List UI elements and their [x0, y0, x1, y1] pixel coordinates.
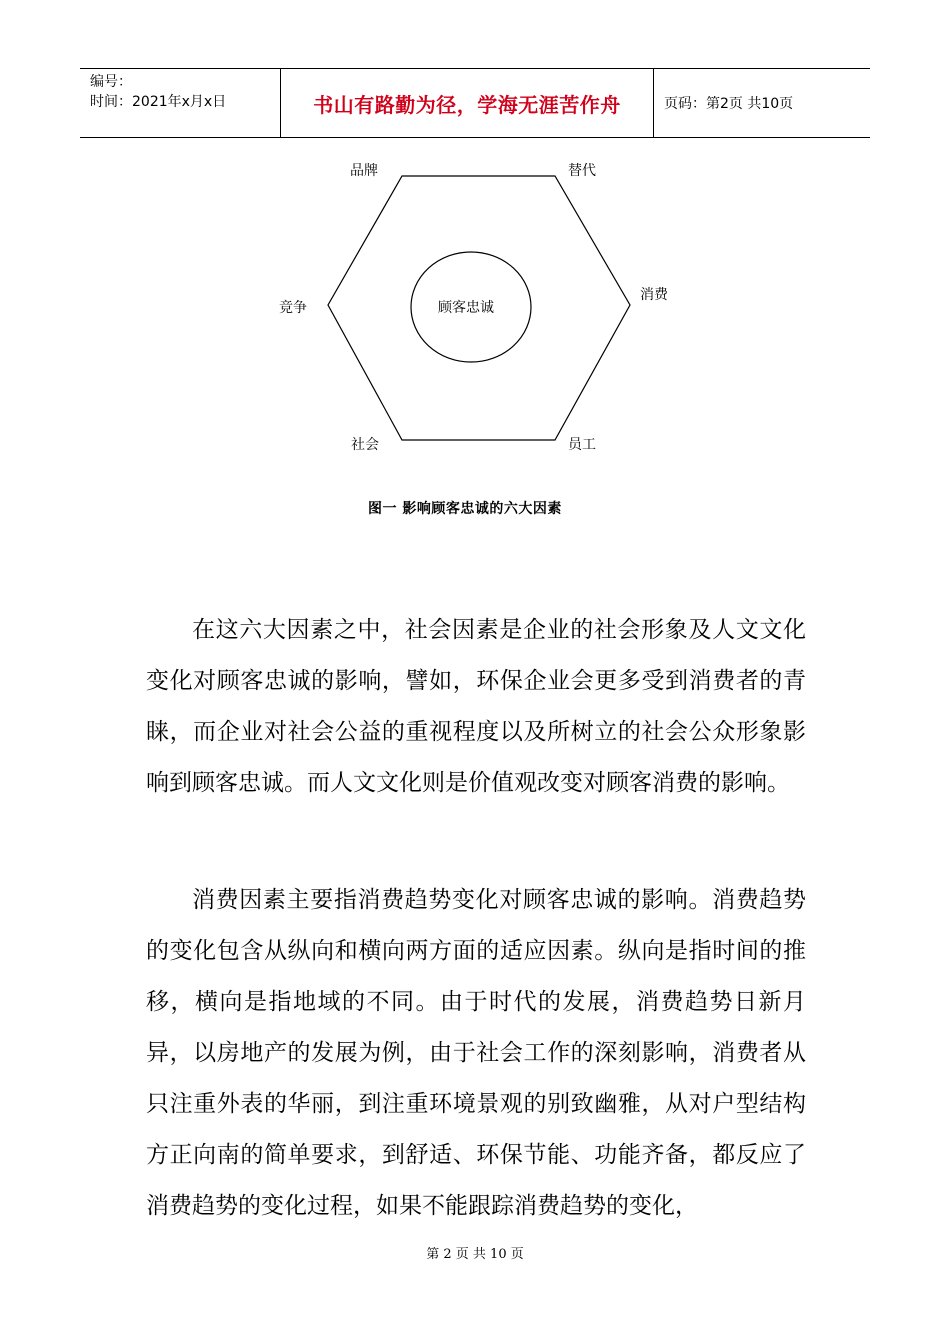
header-motto: 书山有路勤为径，学海无涯苦作舟 — [281, 69, 654, 137]
document-date: 时间：2021年x月x日 — [90, 94, 227, 110]
center-label: 顾客忠诚 — [438, 300, 494, 316]
vertex-label-society: 社会 — [351, 437, 379, 453]
vertex-label-brand: 品牌 — [350, 163, 378, 179]
figure-caption: 图一 影响顾客忠诚的六大因素 — [368, 501, 562, 517]
vertex-label-consumption: 消费 — [640, 287, 668, 303]
page-header — [80, 68, 870, 138]
paragraph-social-factor: 在这六大因素之中，社会因素是企业的社会形象及人文文化变化对顾客忠诚的影响，譬如，环保企业会更多受到消费者的青睐，而企业对社会公益的重视程度以及所树立的社会公众形象影响到顾客忠诚。而人文文化则是价值观改变对顾客消费的影响。 — [146, 617, 806, 796]
header-info-cell — [80, 69, 281, 137]
vertex-label-substitute: 替代 — [568, 163, 596, 179]
page-footer: 第 2 页 共 10 页 — [426, 1247, 524, 1262]
vertex-label-competition: 竞争 — [279, 300, 307, 316]
loyalty-factors-figure — [260, 150, 700, 530]
document-number-label: 编号： — [90, 74, 132, 90]
vertex-label-employee: 员工 — [568, 437, 596, 453]
paragraph-consumption-factor: 消费因素主要指消费趋势变化对顾客忠诚的影响。消费趋势的变化包含从纵向和横向两方面的适应因素。纵向是指时间的推移，横向是指地域的不同。由于时代的发展，消费趋势日新月异，以房地产的发展为例，由于社会工作的深刻影响，消费者从只注重外表的华丽，到注重环境景观的别致幽雅，从对户型结构方正向南的简单要求，到舒适、环保节能、功能齐备，都反应了消费趋势的变化过程，如果不能跟踪消费趋势的变化， — [146, 887, 806, 1219]
header-page-code: 页码：第2页 共10页 — [664, 96, 794, 112]
hexagon-diagram — [260, 150, 700, 530]
